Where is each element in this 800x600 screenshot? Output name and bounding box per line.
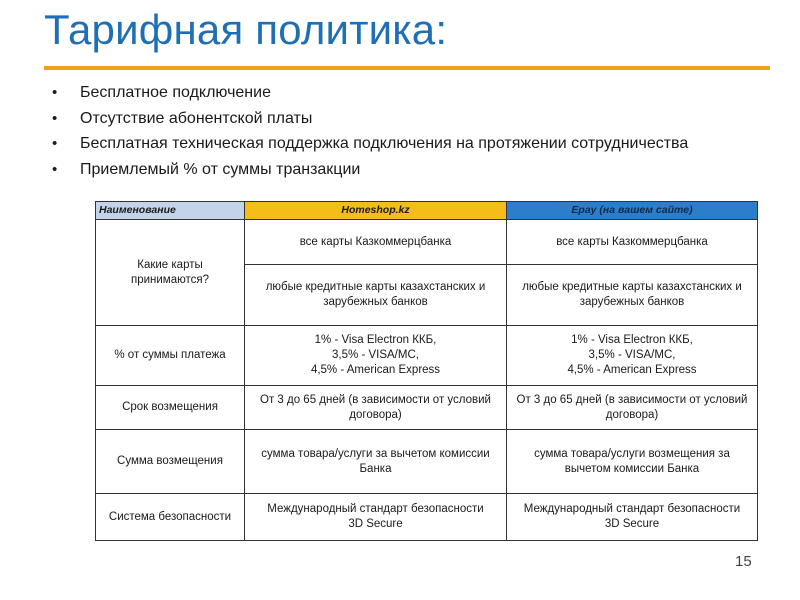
table-header-row bbox=[96, 202, 758, 220]
row-label-percent: % от суммы платежа bbox=[96, 326, 245, 386]
bullet-dot: • bbox=[52, 84, 58, 101]
cell-epay-period: От 3 до 65 дней (в зависимости от условий договора) bbox=[507, 386, 758, 430]
tariff-table bbox=[95, 201, 758, 541]
row-label-cards: Какие карты принимаются? bbox=[96, 220, 245, 326]
cell-homeshop-amount: сумма товара/услуги за вычетом комиссии Банка bbox=[245, 430, 507, 494]
bullet-item bbox=[52, 106, 688, 132]
security-line: 3D Secure bbox=[348, 518, 403, 530]
bullet-text: Приемлемый % от суммы транзакции bbox=[80, 160, 361, 178]
rate-line: 4,5% - American Express bbox=[310, 364, 441, 376]
bullet-dot: • bbox=[52, 135, 58, 152]
table-row bbox=[96, 326, 758, 386]
row-label-security: Система безопасности bbox=[96, 494, 245, 541]
table-row bbox=[96, 494, 758, 541]
cell-epay-percent bbox=[507, 326, 758, 386]
bullet-item bbox=[52, 157, 688, 183]
rate-line: 3,5% - VISA/MC, bbox=[332, 349, 419, 361]
slide-title: Тарифная политика: bbox=[44, 6, 448, 53]
rate-line: 1% - Visa Electron ККБ, bbox=[571, 334, 693, 346]
cell-homeshop-period: От 3 до 65 дней (в зависимости от условий договора) bbox=[245, 386, 507, 430]
cell-epay-cards-1: все карты Казкоммерцбанка bbox=[507, 220, 758, 265]
title-underline bbox=[44, 66, 770, 70]
cell-homeshop-percent bbox=[245, 326, 507, 386]
cell-epay-amount: сумма товара/услуги возмещения за вычетом комиссии Банка bbox=[507, 430, 758, 494]
bullet-text: Отсутствие абонентской платы bbox=[80, 109, 313, 127]
security-line: Международный стандарт безопасности bbox=[523, 503, 741, 515]
bullet-list bbox=[52, 80, 688, 182]
row-label-amount: Сумма возмещения bbox=[96, 430, 245, 494]
rate-line: 4,5% - American Express bbox=[567, 364, 697, 376]
cell-epay-security bbox=[507, 494, 758, 541]
bullet-item bbox=[52, 80, 688, 106]
table-row bbox=[96, 220, 758, 265]
rate-line: 1% - Visa Electron ККБ, bbox=[314, 334, 437, 346]
bullet-text: Бесплатная техническая поддержка подключения на протяжении сотрудничества bbox=[80, 135, 689, 152]
header-name: Наименование bbox=[96, 202, 245, 220]
rate-line: 3,5% - VISA/MC, bbox=[588, 349, 676, 361]
cell-homeshop-cards-1: все карты Казкоммерцбанка bbox=[245, 220, 507, 265]
security-line: 3D Secure bbox=[604, 518, 660, 530]
bullet-item bbox=[52, 131, 688, 157]
header-homeshop: Homeshop.kz bbox=[245, 202, 507, 220]
bullet-dot: • bbox=[52, 160, 58, 178]
row-label-period: Срок возмещения bbox=[96, 386, 245, 430]
page-number: 15 bbox=[735, 553, 752, 570]
cell-homeshop-cards-2: любые кредитные карты казахстанских и зарубежных банков bbox=[245, 265, 507, 326]
table-row bbox=[96, 386, 758, 430]
bullet-text: Бесплатное подключение bbox=[80, 84, 271, 101]
cell-epay-cards-2: любые кредитные карты казахстанских и зарубежных банков bbox=[507, 265, 758, 326]
bullet-dot: • bbox=[52, 109, 58, 127]
header-epay: Epay (на вашем сайте) bbox=[507, 202, 758, 220]
table-row bbox=[96, 430, 758, 494]
cell-homeshop-security bbox=[245, 494, 507, 541]
security-line: Международный стандарт безопасности bbox=[267, 503, 484, 515]
